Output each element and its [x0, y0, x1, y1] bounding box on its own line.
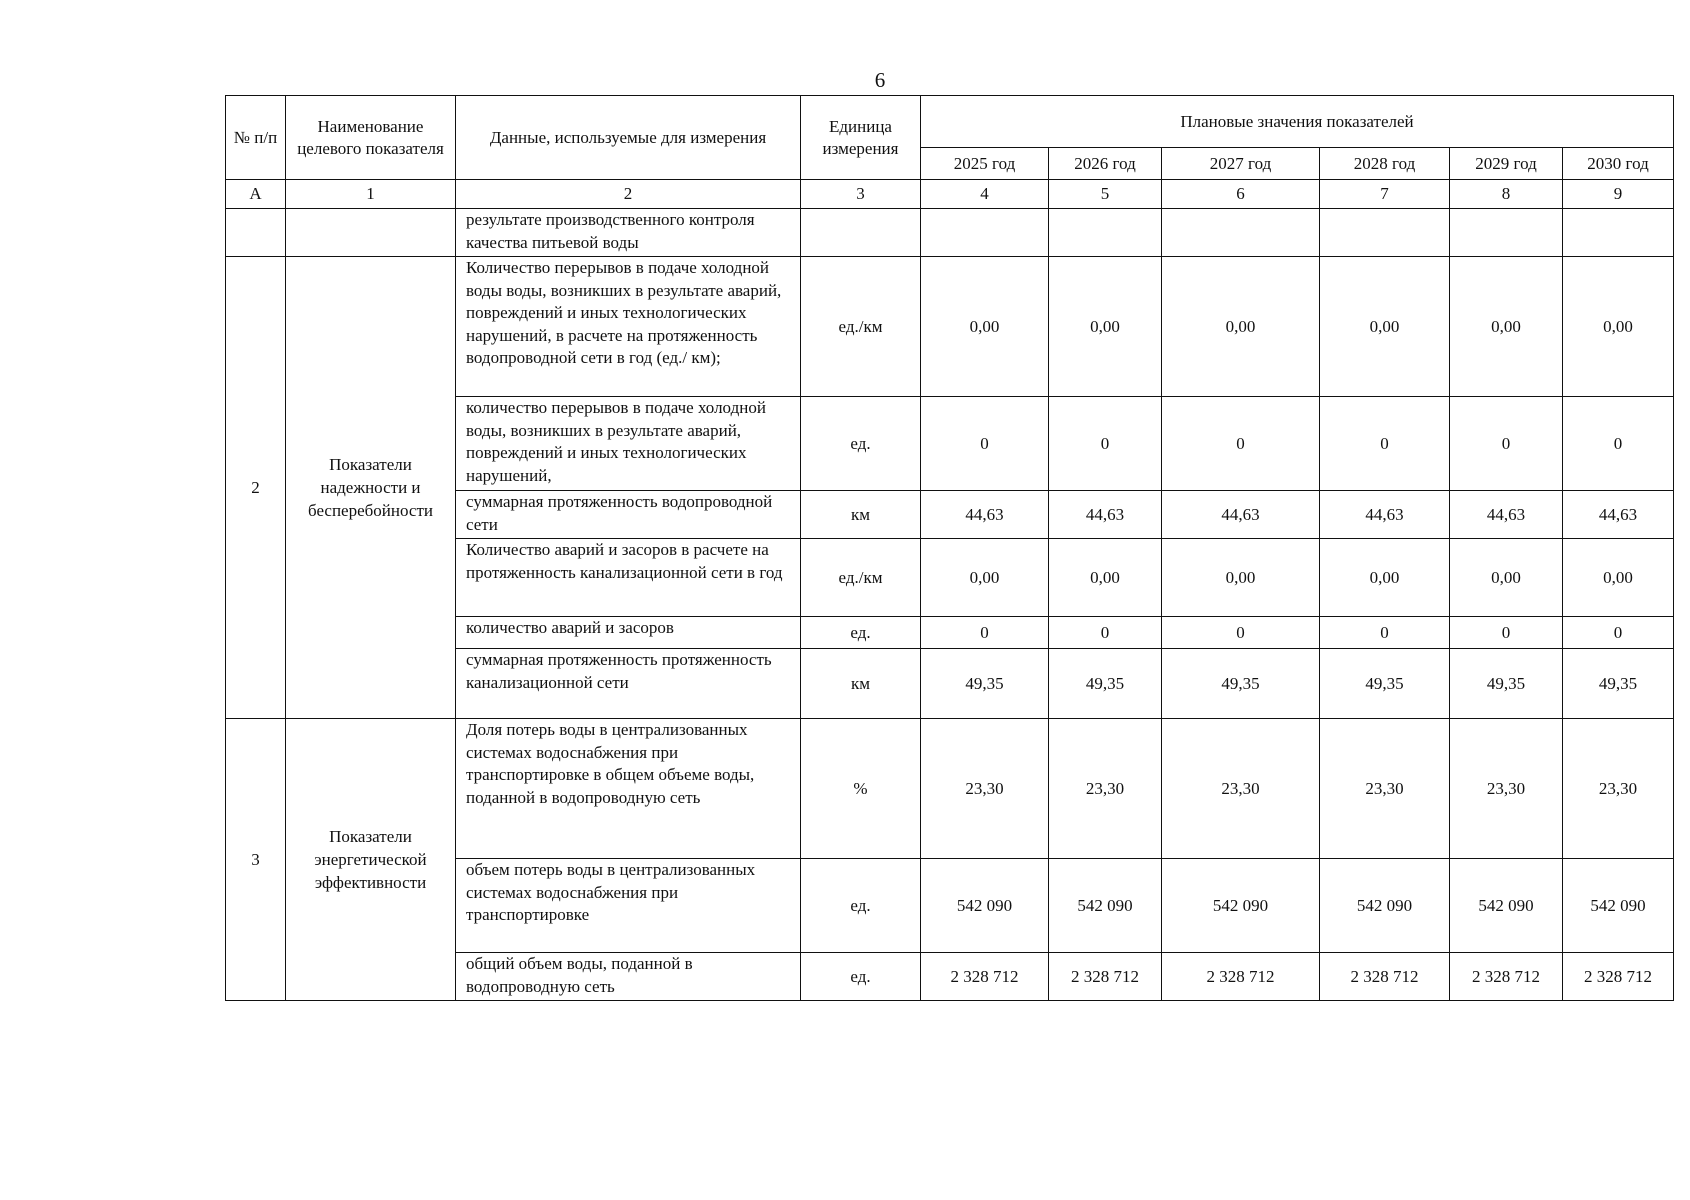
- planned-value-cell: 0: [1049, 617, 1162, 649]
- planned-value-cell: 0: [921, 617, 1049, 649]
- empty-cell: [921, 209, 1049, 257]
- table-row: [226, 257, 1674, 397]
- indicator-name: Показатели надежности и бесперебойности: [286, 257, 456, 719]
- planned-value-cell: 49,35: [921, 649, 1049, 719]
- measurement-description: Доля потерь воды в централизованных системах водоснабжения при транспортировке в общем объеме воды, поданной в водопроводную сеть: [456, 719, 801, 859]
- planned-value-cell: 0: [1049, 397, 1162, 491]
- planned-value-cell: 0,00: [1049, 257, 1162, 397]
- planned-value-cell: 49,35: [1450, 649, 1563, 719]
- unit-cell: ед.: [801, 397, 921, 491]
- unit-cell: ед./км: [801, 257, 921, 397]
- planned-value-cell: 2 328 712: [1162, 953, 1320, 1001]
- planned-value-cell: 542 090: [1450, 859, 1563, 953]
- header-indicator-name: Наименование целевого показателя: [286, 96, 456, 180]
- planned-value-cell: 44,63: [1320, 491, 1450, 539]
- planned-value-cell: 2 328 712: [921, 953, 1049, 1001]
- empty-cell: [1320, 209, 1450, 257]
- planned-value-cell: 44,63: [921, 491, 1049, 539]
- column-index: 5: [1049, 180, 1162, 209]
- measurement-description: количество перерывов в подаче холодной воды, возникших в результате аварий, повреждений и иных технологических нарушений,: [456, 397, 801, 491]
- measurement-description: количество аварий и засоров: [456, 617, 801, 649]
- page-number: 6: [874, 68, 886, 92]
- planned-value-cell: 0: [1450, 397, 1563, 491]
- planned-value-cell: 0: [921, 397, 1049, 491]
- continued-row: [226, 209, 1674, 257]
- header-year: 2026 год: [1049, 148, 1162, 180]
- unit-cell: %: [801, 719, 921, 859]
- planned-value-cell: 542 090: [1563, 859, 1674, 953]
- planned-value-cell: 0,00: [1563, 539, 1674, 617]
- indicator-name: Показатели энергетической эффективности: [286, 719, 456, 1001]
- column-index: А: [226, 180, 286, 209]
- measurement-description: суммарная протяженность протяженность канализационной сети: [456, 649, 801, 719]
- continued-description: результате производственного контроля качества питьевой воды: [456, 209, 801, 257]
- planned-value-cell: 0: [1162, 397, 1320, 491]
- column-index-row: [226, 180, 1674, 209]
- unit-cell: км: [801, 491, 921, 539]
- column-index: 1: [286, 180, 456, 209]
- planned-value-cell: 0: [1320, 397, 1450, 491]
- empty-cell: [1450, 209, 1563, 257]
- planned-value-cell: 0,00: [1320, 257, 1450, 397]
- planned-value-cell: 0,00: [1049, 539, 1162, 617]
- planned-value-cell: 0: [1563, 617, 1674, 649]
- planned-value-cell: 0,00: [1162, 539, 1320, 617]
- unit-cell: ед.: [801, 859, 921, 953]
- unit-cell: ед.: [801, 617, 921, 649]
- unit-cell: ед./км: [801, 539, 921, 617]
- header-unit: Единица измерения: [801, 96, 921, 180]
- planned-value-cell: 44,63: [1450, 491, 1563, 539]
- planned-value-cell: 49,35: [1563, 649, 1674, 719]
- planned-value-cell: 23,30: [1450, 719, 1563, 859]
- planned-value-cell: 23,30: [1563, 719, 1674, 859]
- header-year: 2028 год: [1320, 148, 1450, 180]
- header-year: 2029 год: [1450, 148, 1563, 180]
- column-index: 3: [801, 180, 921, 209]
- planned-value-cell: 0: [1450, 617, 1563, 649]
- header-year: 2030 год: [1563, 148, 1674, 180]
- planned-value-cell: 23,30: [1049, 719, 1162, 859]
- planned-value-cell: 0,00: [921, 539, 1049, 617]
- planned-value-cell: 0,00: [1320, 539, 1450, 617]
- planned-value-cell: 0,00: [921, 257, 1049, 397]
- planned-value-cell: 49,35: [1049, 649, 1162, 719]
- header-year: 2025 год: [921, 148, 1049, 180]
- column-index: 6: [1162, 180, 1320, 209]
- planned-value-cell: 0: [1162, 617, 1320, 649]
- header-number: № п/п: [226, 96, 286, 180]
- continued-name-cell: [286, 209, 456, 257]
- planned-value-cell: 0: [1320, 617, 1450, 649]
- planned-value-cell: 44,63: [1162, 491, 1320, 539]
- table-row: [226, 719, 1674, 859]
- continued-number-cell: [226, 209, 286, 257]
- planned-value-cell: 542 090: [1162, 859, 1320, 953]
- measurement-description: общий объем воды, поданной в водопроводную сеть: [456, 953, 801, 1001]
- unit-cell: км: [801, 649, 921, 719]
- planned-value-cell: 0,00: [1162, 257, 1320, 397]
- header-measurement-data: Данные, используемые для измерения: [456, 96, 801, 180]
- empty-cell: [1563, 209, 1674, 257]
- planned-value-cell: 2 328 712: [1049, 953, 1162, 1001]
- planned-value-cell: 542 090: [1049, 859, 1162, 953]
- empty-cell: [1162, 209, 1320, 257]
- measurement-description: объем потерь воды в централизованных системах водоснабжения при транспортировке: [456, 859, 801, 953]
- indicators-table: [225, 95, 1674, 1001]
- column-index: 8: [1450, 180, 1563, 209]
- planned-value-cell: 2 328 712: [1320, 953, 1450, 1001]
- header-row: [226, 96, 1674, 148]
- measurement-description: Количество перерывов в подаче холодной воды воды, возникших в результате аварий, повреждений и иных технологических нарушений, в расчете на протяженность водопроводной сети в год (ед./ км);: [456, 257, 801, 397]
- unit-cell: ед.: [801, 953, 921, 1001]
- planned-value-cell: 44,63: [1563, 491, 1674, 539]
- group-number: 2: [226, 257, 286, 719]
- column-index: 2: [456, 180, 801, 209]
- planned-value-cell: 23,30: [1320, 719, 1450, 859]
- header-planned-values: Плановые значения показателей: [921, 96, 1674, 148]
- measurement-description: Количество аварий и засоров в расчете на протяженность канализационной сети в год: [456, 539, 801, 617]
- planned-value-cell: 0,00: [1450, 539, 1563, 617]
- planned-value-cell: 0,00: [1450, 257, 1563, 397]
- column-index: 7: [1320, 180, 1450, 209]
- empty-cell: [1049, 209, 1162, 257]
- planned-value-cell: 542 090: [921, 859, 1049, 953]
- group-number: 3: [226, 719, 286, 1001]
- empty-cell: [801, 209, 921, 257]
- column-index: 4: [921, 180, 1049, 209]
- planned-value-cell: 0: [1563, 397, 1674, 491]
- planned-value-cell: 49,35: [1162, 649, 1320, 719]
- planned-value-cell: 2 328 712: [1450, 953, 1563, 1001]
- column-index: 9: [1563, 180, 1674, 209]
- planned-value-cell: 0,00: [1563, 257, 1674, 397]
- planned-value-cell: 2 328 712: [1563, 953, 1674, 1001]
- planned-value-cell: 23,30: [921, 719, 1049, 859]
- header-year: 2027 год: [1162, 148, 1320, 180]
- planned-value-cell: 542 090: [1320, 859, 1450, 953]
- planned-value-cell: 44,63: [1049, 491, 1162, 539]
- measurement-description: суммарная протяженность водопроводной сети: [456, 491, 801, 539]
- planned-value-cell: 49,35: [1320, 649, 1450, 719]
- planned-value-cell: 23,30: [1162, 719, 1320, 859]
